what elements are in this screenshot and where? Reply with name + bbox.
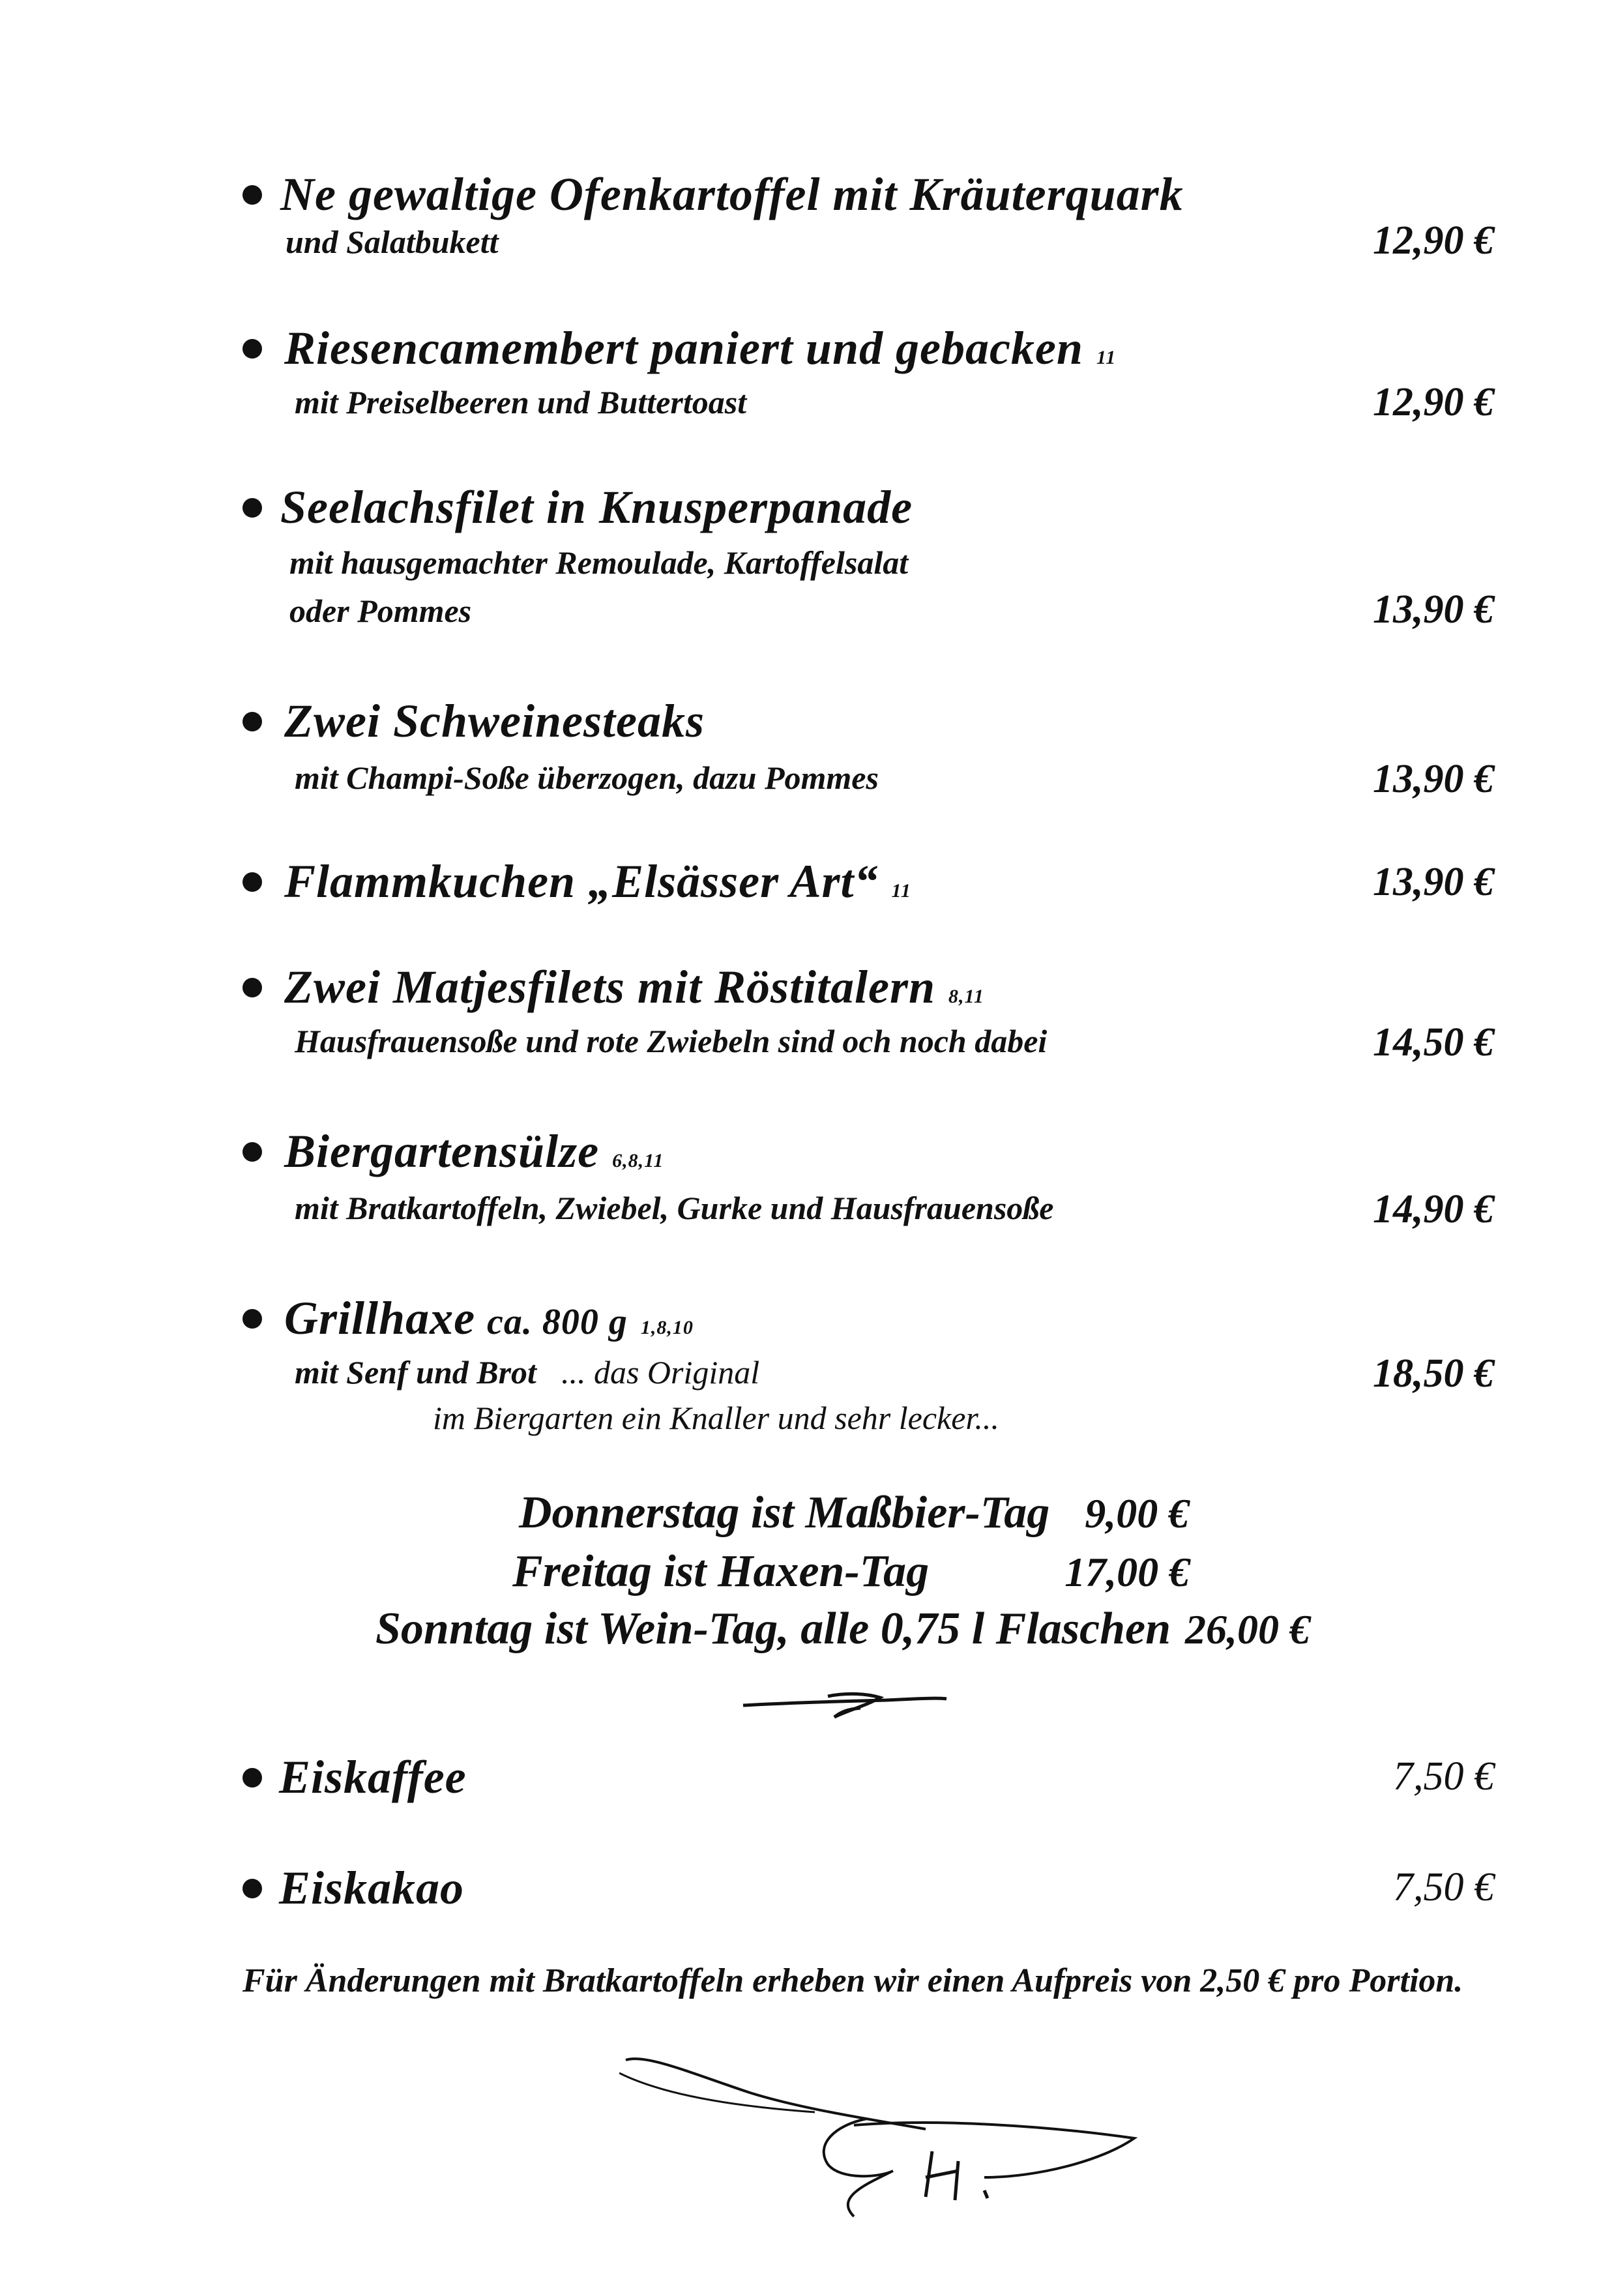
item-description: oder Pommes (289, 593, 472, 629)
bullet-icon (242, 978, 262, 997)
allergen-codes: 11 (891, 880, 911, 902)
item-note: im Biergarten ein Knaller und sehr lecker... (433, 1400, 999, 1436)
item-name: Zwei Matjesfilets mit Röstitalern (284, 961, 936, 1013)
menu-item (242, 1292, 1494, 1436)
item-name: Biergartensülze (284, 1125, 600, 1177)
item-description (295, 1356, 759, 1389)
special-offer (375, 1606, 1310, 1652)
item-price: 13,90 € (1373, 860, 1494, 904)
allergen-codes: 1,8,10 (640, 1317, 694, 1338)
special-text: Donnerstag ist Maßbier-Tag (519, 1488, 1050, 1538)
item-title (242, 481, 1494, 533)
drink-item (242, 1751, 1494, 1803)
drink-name: Eiskaffee (279, 1751, 467, 1803)
item-description: und Salatbukett (286, 224, 499, 260)
menu-item (242, 1125, 1494, 1231)
item-title (242, 1862, 1494, 1914)
item-price: 13,90 € (1373, 587, 1494, 632)
item-description: mit Champi-Soße überzogen, dazu Pommes (295, 759, 879, 796)
special-offer (519, 1490, 1189, 1536)
item-description: mit Preiselbeeren und Buttertoast (295, 384, 747, 420)
bullet-icon (242, 1142, 262, 1162)
bullet-icon (242, 712, 262, 731)
item-description-text: mit Senf und Brot (295, 1354, 536, 1391)
bullet-icon (242, 1768, 262, 1788)
item-title (242, 695, 1494, 747)
item-name: Seelachsfilet in Knusperpanade (280, 481, 913, 533)
item-description: mit Bratkartoffeln, Zwiebel, Gurke und Hausfrauensoße (295, 1190, 1054, 1226)
item-title (242, 1751, 1494, 1803)
bullet-icon (242, 185, 262, 205)
item-title (242, 1292, 1494, 1344)
bullet-icon (242, 1879, 262, 1898)
drink-price: 7,50 € (1393, 1865, 1494, 1909)
special-price: 9,00 € (1085, 1490, 1190, 1537)
item-title (242, 168, 1494, 220)
surcharge-note: Für Änderungen mit Bratkartoffeln erheben wir einen Aufpreis von 2,50 € pro Portion. (242, 1962, 1463, 1999)
special-text: Freitag ist Haxen-Tag (512, 1546, 930, 1597)
menu-item (242, 481, 1494, 632)
item-weight: ca. 800 g (487, 1302, 628, 1342)
bullet-icon (242, 872, 262, 892)
flourish-ornament-icon (737, 1679, 952, 1731)
menu-item (242, 855, 1494, 907)
allergen-codes: 8,11 (948, 986, 984, 1007)
drink-item (242, 1862, 1494, 1914)
item-title (242, 1125, 1494, 1177)
bullet-icon (242, 339, 262, 359)
item-price: 18,50 € (1373, 1351, 1494, 1396)
bullet-icon (242, 1309, 262, 1329)
special-price: 26,00 € (1185, 1606, 1311, 1653)
item-name: Grillhaxe (284, 1292, 476, 1344)
item-title (242, 961, 1494, 1013)
handwritten-signature-icon (619, 2047, 1154, 2230)
menu-item (242, 961, 1494, 1065)
item-description-extra: ... das Original (561, 1354, 760, 1391)
item-price: 12,90 € (1373, 380, 1494, 424)
menu-item (242, 695, 1494, 801)
bullet-icon (242, 498, 262, 518)
drink-price: 7,50 € (1393, 1754, 1494, 1799)
item-name: Riesencamembert paniert und gebacken (284, 322, 1083, 374)
item-description: Hausfrauensoße und rote Zwiebeln sind och noch dabei (295, 1023, 1048, 1059)
special-offer (512, 1546, 1190, 1597)
item-title (242, 855, 1494, 907)
special-price: 17,00 € (1064, 1549, 1190, 1595)
item-price: 14,90 € (1373, 1187, 1494, 1231)
special-text: Sonntag ist Wein-Tag, alle 0,75 l Flaschen (375, 1604, 1171, 1654)
menu-item (242, 168, 1494, 263)
allergen-codes: 11 (1096, 347, 1117, 368)
item-name: Zwei Schweinesteaks (284, 695, 705, 747)
item-price: 14,50 € (1373, 1020, 1494, 1065)
menu-item (242, 322, 1494, 424)
allergen-codes: 6,8,11 (612, 1150, 664, 1171)
drink-name: Eiskakao (279, 1862, 465, 1914)
item-description: mit hausgemachter Remoulade, Kartoffelsalat (289, 544, 909, 581)
item-price: 12,90 € (1373, 218, 1494, 263)
item-title (242, 322, 1494, 374)
item-name: Flammkuchen „Elsässer Art“ (284, 855, 879, 907)
item-price: 13,90 € (1373, 757, 1494, 801)
item-name: Ne gewaltige Ofenkartoffel mit Kräuterquark (280, 168, 1184, 220)
